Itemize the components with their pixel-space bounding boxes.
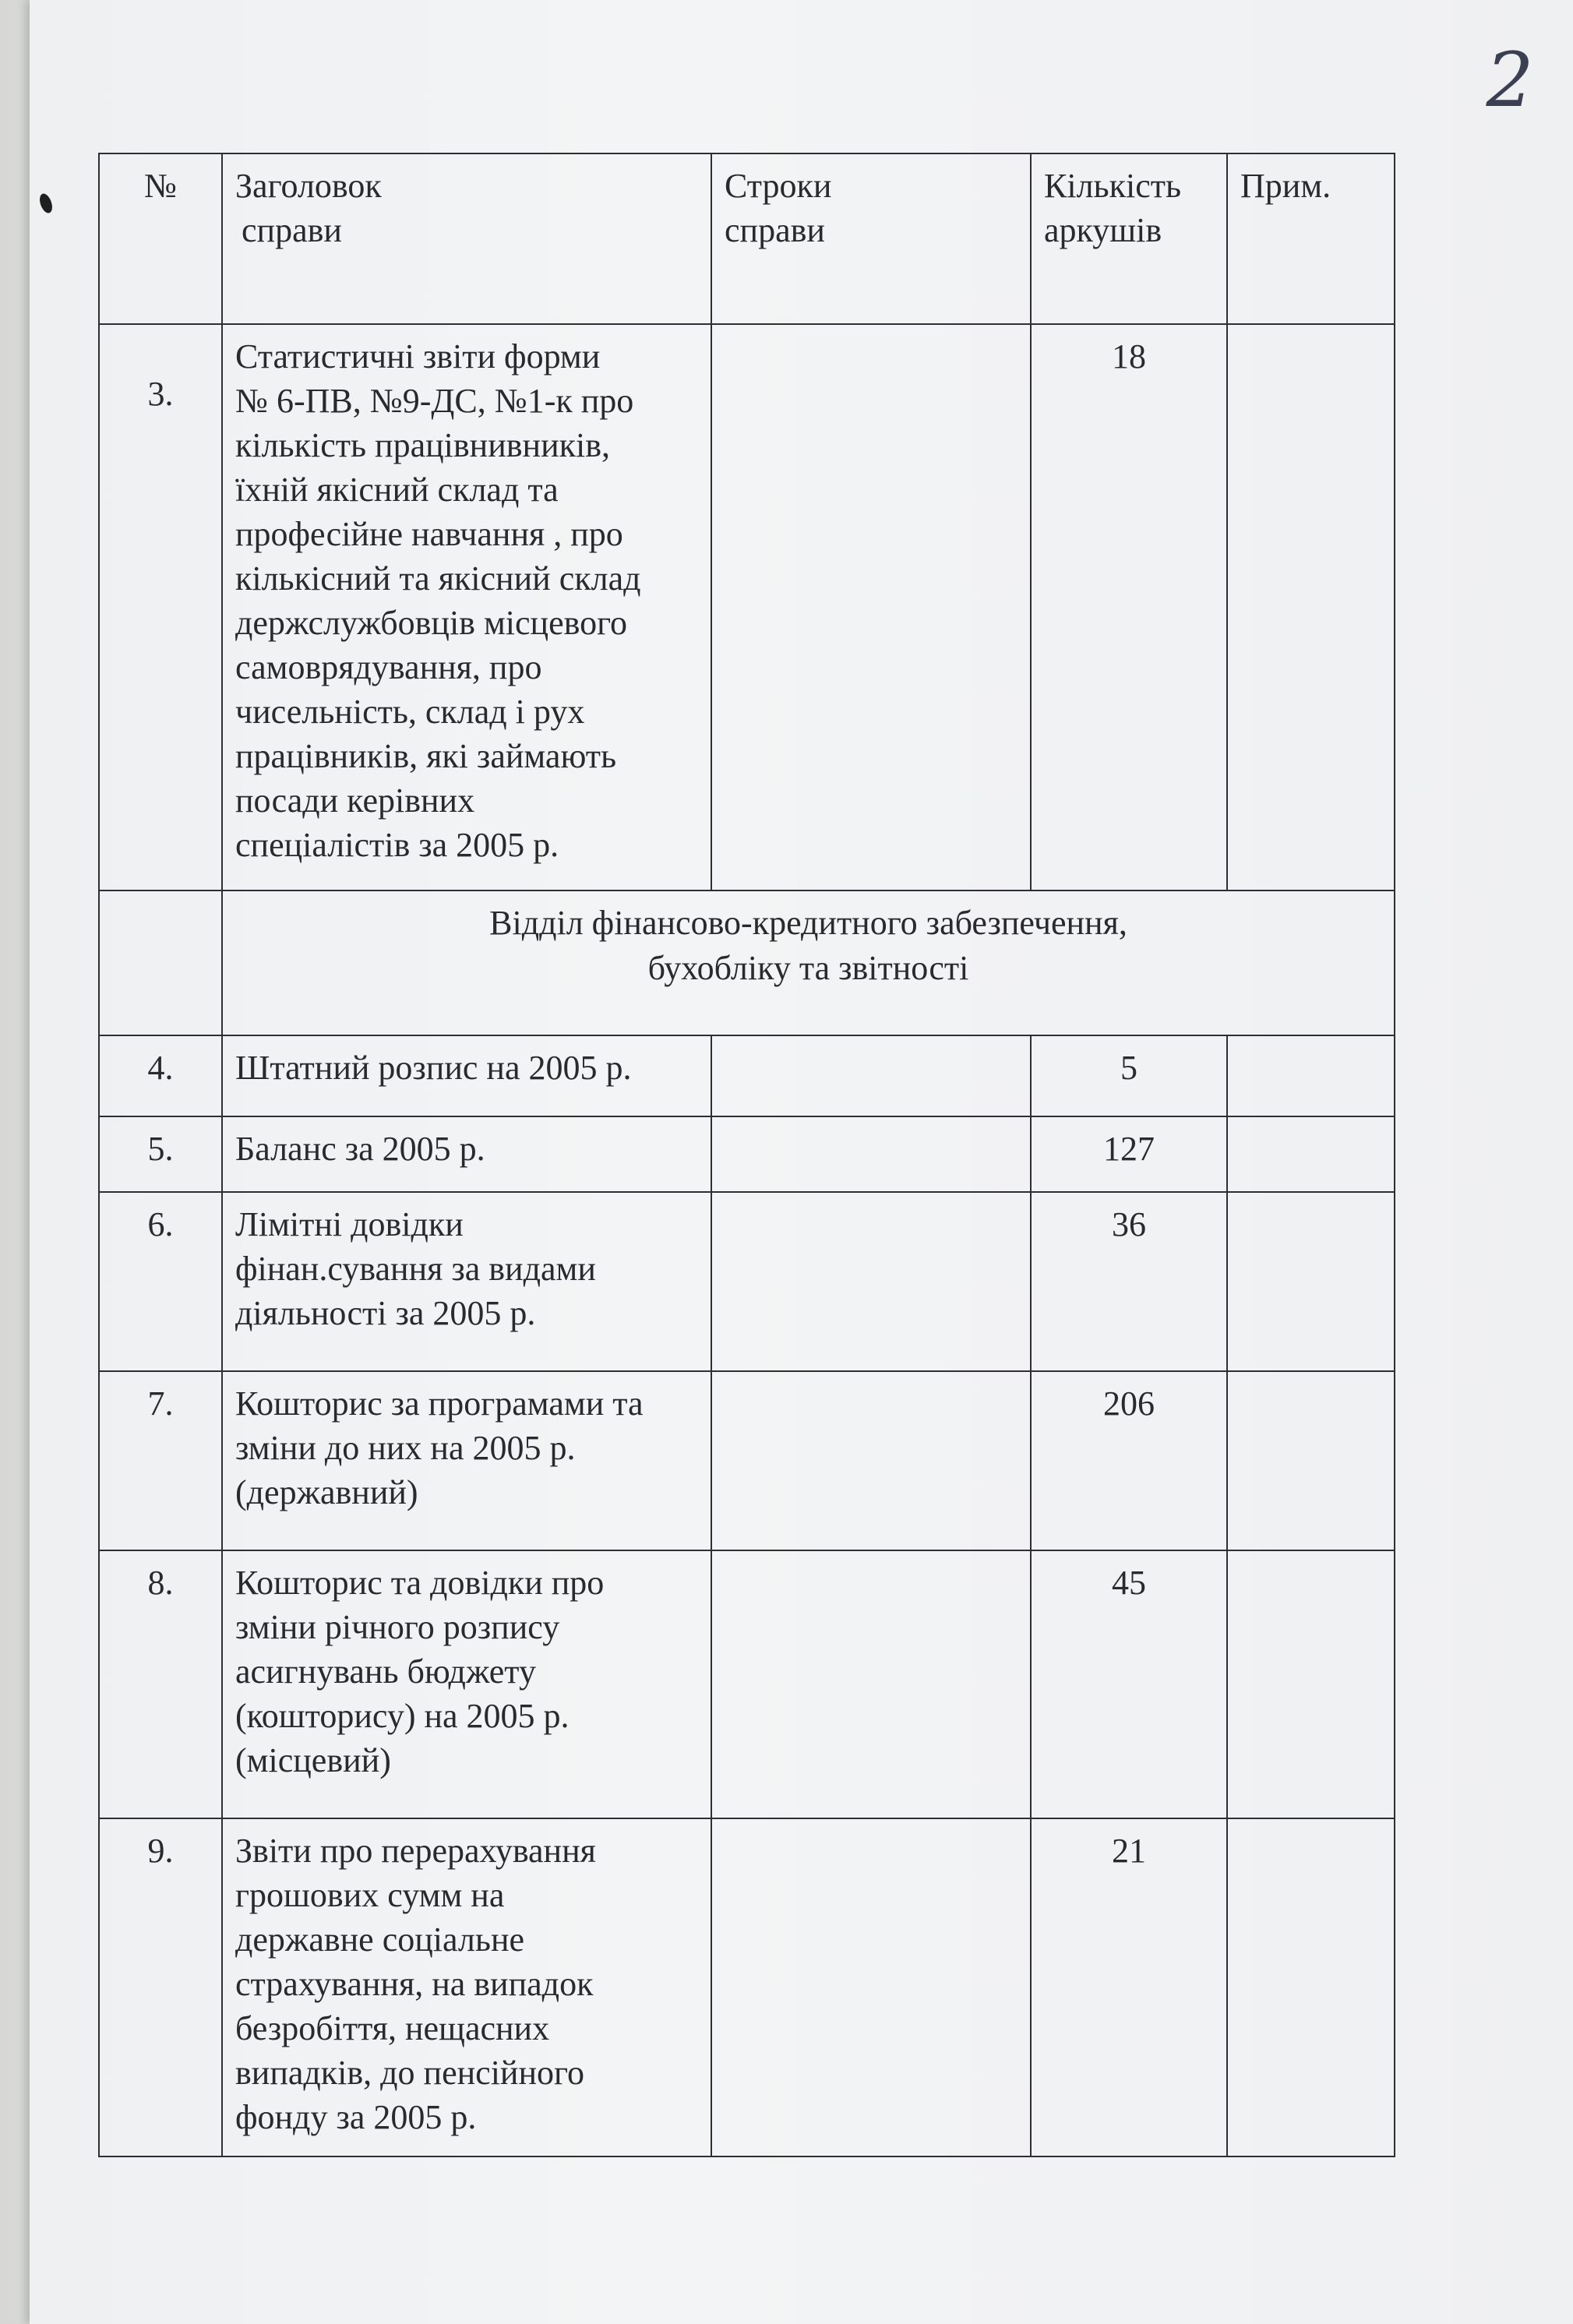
row-sheets: 127 xyxy=(1031,1116,1227,1192)
title-line: асигнувань бюджету xyxy=(235,1652,536,1691)
title-line: (місцевий) xyxy=(235,1741,391,1779)
row-dates xyxy=(711,1192,1031,1371)
title-line: зміни річного розпису xyxy=(235,1608,560,1646)
row-sheets: 206 xyxy=(1031,1371,1227,1550)
row-sheets: 18 xyxy=(1031,324,1227,890)
row-number: 9. xyxy=(99,1818,222,2156)
row-note xyxy=(1227,1035,1395,1116)
table-row xyxy=(99,1192,1395,1371)
title-line: Статистичні звіти форми xyxy=(235,337,601,376)
row-sheets: 36 xyxy=(1031,1192,1227,1371)
table-header-row xyxy=(99,153,1395,324)
table-row xyxy=(99,324,1395,890)
table-row xyxy=(99,1116,1395,1192)
row-dates xyxy=(711,1371,1031,1550)
title-line: грошових сумм на xyxy=(235,1876,505,1914)
header-number: № xyxy=(99,153,222,324)
title-line: Кошторис за програмами та xyxy=(235,1384,644,1423)
row-dates xyxy=(711,324,1031,890)
row-dates xyxy=(711,1818,1031,2156)
header-title-line2: справи xyxy=(242,211,342,249)
document-page xyxy=(30,0,1573,2324)
title-line: чисельність, склад і рух xyxy=(235,693,585,731)
row-sheets: 5 xyxy=(1031,1035,1227,1116)
title-line: Штатний розпис на 2005 р. xyxy=(235,1049,632,1087)
row-note xyxy=(1227,1371,1395,1550)
header-sheets xyxy=(1031,153,1227,324)
title-line: посади керівних xyxy=(235,781,475,820)
row-sheets: 21 xyxy=(1031,1818,1227,2156)
row-title xyxy=(222,1818,711,2156)
row-dates xyxy=(711,1550,1031,1818)
row-number: 6. xyxy=(99,1192,222,1371)
title-line: державне соціальне xyxy=(235,1920,525,1959)
title-line: Лімітні довідки xyxy=(235,1205,464,1243)
row-note xyxy=(1227,1550,1395,1818)
row-title xyxy=(222,324,711,890)
title-line: Кошторис та довідки про xyxy=(235,1564,605,1602)
title-line: їхній якісний склад та xyxy=(235,471,559,509)
title-line: держслужбовців місцевого xyxy=(235,604,628,642)
section-title-line1: Відділ фінансово-кредитного забезпечення, xyxy=(489,904,1127,942)
header-dates-line2: справи xyxy=(725,211,825,249)
title-line: фінан.сування за видами xyxy=(235,1250,596,1288)
section-row xyxy=(99,890,1395,1035)
row-title xyxy=(222,1035,711,1116)
title-line: Звіти про перерахування xyxy=(235,1832,596,1870)
row-title xyxy=(222,1192,711,1371)
section-title-line2: бухобліку та звітності xyxy=(647,949,969,987)
title-line: випадків, до пенсійного xyxy=(235,2054,584,2092)
header-sheets-line1: Кількість xyxy=(1044,167,1182,205)
row-number: 8. xyxy=(99,1550,222,1818)
case-register-table xyxy=(98,153,1395,2157)
row-number: 7. xyxy=(99,1371,222,1550)
row-dates xyxy=(711,1035,1031,1116)
ink-dot xyxy=(37,192,55,214)
row-number: 3. xyxy=(99,324,222,890)
row-title xyxy=(222,1550,711,1818)
title-line: (кошторису) на 2005 р. xyxy=(235,1697,570,1735)
section-title xyxy=(222,890,1395,1035)
header-dates xyxy=(711,153,1031,324)
row-note xyxy=(1227,1116,1395,1192)
row-title xyxy=(222,1116,711,1192)
title-line: № 6-ПВ, №9-ДС, №1-к про xyxy=(235,382,634,420)
title-line: Баланс за 2005 р. xyxy=(235,1130,485,1168)
header-title-line1: Заголовок xyxy=(235,167,382,205)
row-sheets: 45 xyxy=(1031,1550,1227,1818)
row-note xyxy=(1227,324,1395,890)
section-number-cell xyxy=(99,890,222,1035)
row-note xyxy=(1227,1818,1395,2156)
title-line: (державний) xyxy=(235,1473,418,1511)
table-row xyxy=(99,1035,1395,1116)
table-row xyxy=(99,1818,1395,2156)
title-line: працівників, які займають xyxy=(235,737,617,775)
row-title xyxy=(222,1371,711,1550)
row-dates xyxy=(711,1116,1031,1192)
title-line: фонду за 2005 р. xyxy=(235,2098,477,2136)
header-sheets-line2: аркушів xyxy=(1044,211,1162,249)
table-row xyxy=(99,1550,1395,1818)
table-row xyxy=(99,1371,1395,1550)
title-line: кількісний та якісний склад xyxy=(235,559,641,598)
title-line: діяльності за 2005 р. xyxy=(235,1294,536,1332)
header-note: Прим. xyxy=(1227,153,1395,324)
page-number: 2 xyxy=(1486,37,1534,124)
row-number: 5. xyxy=(99,1116,222,1192)
title-line: зміни до них на 2005 р. xyxy=(235,1429,576,1467)
row-note xyxy=(1227,1192,1395,1371)
header-dates-line1: Строки xyxy=(725,167,832,205)
title-line: спеціалістів за 2005 р. xyxy=(235,826,559,864)
title-line: самоврядування, про xyxy=(235,648,542,686)
title-line: страхування, на випадок xyxy=(235,1965,594,2003)
title-line: професійне навчання , про xyxy=(235,515,623,553)
title-line: безробіття, нещасних xyxy=(235,2009,550,2047)
row-number: 4. xyxy=(99,1035,222,1116)
title-line: кількість працівнивників, xyxy=(235,426,611,464)
header-title xyxy=(222,153,711,324)
